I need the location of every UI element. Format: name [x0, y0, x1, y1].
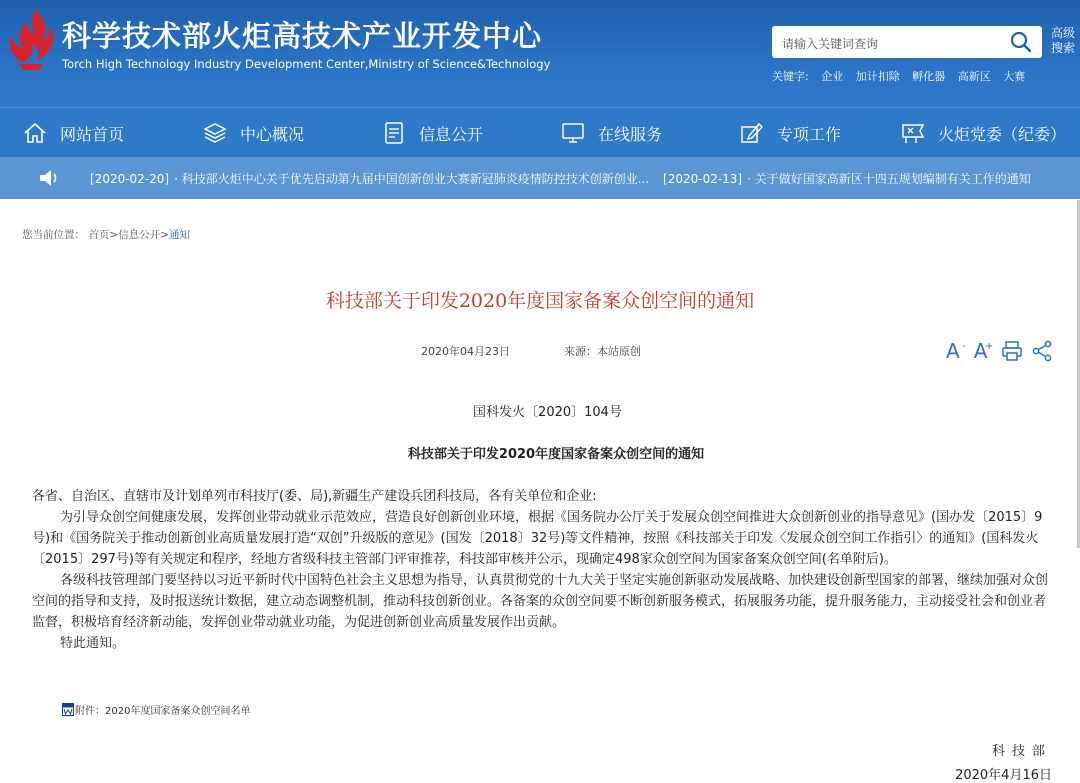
- signature-date: 2020年4月16日: [955, 768, 1052, 783]
- keywords-label: 关键字:: [772, 70, 809, 83]
- advanced-search-link[interactable]: 高级搜索: [1051, 26, 1076, 55]
- body-paragraph: 特此通知。: [60, 636, 126, 651]
- layers-icon: [202, 120, 228, 146]
- print-icon[interactable]: [1001, 340, 1023, 362]
- document-heading: 科技部关于印发2020年度国家备案众创空间的通知: [407, 447, 705, 462]
- nav-item-home[interactable]: [22, 108, 124, 158]
- search-input[interactable]: [772, 26, 1042, 58]
- main-nav: [0, 107, 1080, 157]
- nav-item-label: 中心概况: [240, 124, 305, 144]
- breadcrumb: 您当前位置： 首页>信息公开>通知: [22, 229, 190, 241]
- news-ticker: [0, 157, 1080, 199]
- article-source: 来源：本站原创: [564, 345, 641, 358]
- body-paragraph: 各级科技管理部门要坚持以习近平新时代中国特色社会主义思想为指导，认真贯彻党的十九大关于坚定实施创新驱动发展战略、加快建设创新型国家的部署，继续加强对众创空间的指导和支持，及时报送统计数据，建立动态调整机制，推动科技创新创业。各备案的众创空间要不断创新服务模式，拓展服务功能，提升服务能力，主动接受社会和创业者监督，积极培育经济新动能，发挥创业带动就业功能，为促进创新创业高质量发展作出贡献。: [32, 573, 1049, 630]
- ticker-item[interactable]: [2020-02-20] · 科技部火炬中心关于优先启动第九届中国创新创业大赛新冠肺炎疫情防控技术创新创业...: [90, 172, 650, 186]
- nav-item-label: 在线服务: [598, 124, 663, 144]
- breadcrumb-home[interactable]: 首页: [88, 229, 110, 241]
- monitor-icon: [560, 120, 586, 146]
- attachment-label[interactable]: 附件：2020年度国家备案众创空间名单: [75, 706, 251, 717]
- site-title[interactable]: 科学技术部火炬高技术产业开发中心: [62, 19, 543, 53]
- nav-item-label: 信息公开: [419, 124, 484, 144]
- salutation: 各省、自治区、直辖市及计划单列市科技厅(委、局),新疆生产建设兵团科技局，各有关单位和企业:: [32, 489, 597, 504]
- keyword-link[interactable]: 高新区: [957, 70, 991, 83]
- document-icon: [381, 120, 407, 146]
- breadcrumb-current[interactable]: 通知: [168, 229, 190, 241]
- breadcrumb-info[interactable]: 信息公开: [118, 229, 161, 241]
- edit-icon: [739, 120, 765, 146]
- keyword-link[interactable]: 加计扣除: [855, 70, 900, 83]
- nav-item-info[interactable]: [381, 108, 483, 158]
- nav-item-label: 火炬党委（纪委）: [938, 124, 1067, 144]
- word-document-icon: [62, 703, 74, 716]
- article-date: 2020年04月23日: [421, 345, 510, 358]
- share-icon[interactable]: [1031, 340, 1053, 362]
- site-subtitle: Torch High Technology Industry Development Center,Ministry of Science&Technology: [62, 57, 551, 71]
- attachment-link[interactable]: [62, 702, 250, 717]
- site-header: [0, 0, 1080, 107]
- font-increase-button[interactable]: A +: [973, 339, 994, 363]
- home-icon: [22, 120, 48, 146]
- nav-item-about[interactable]: [202, 108, 304, 158]
- document-number: 国科发火〔2020〕104号: [473, 405, 622, 420]
- article-body: [32, 486, 1057, 654]
- signature-org: 科技部: [991, 744, 1052, 759]
- nav-item-party-committee[interactable]: [900, 108, 1066, 158]
- torch-logo-icon[interactable]: [5, 8, 55, 70]
- keyword-link[interactable]: 大赛: [1003, 70, 1026, 83]
- article-title: 科技部关于印发2020年度国家备案众创空间的通知: [325, 290, 755, 312]
- font-decrease-button[interactable]: A -: [946, 339, 966, 363]
- ticker-text: [90, 170, 1041, 187]
- nav-item-special-work[interactable]: [739, 108, 841, 158]
- nav-item-services[interactable]: [560, 108, 662, 158]
- keyword-link[interactable]: 企业: [821, 70, 844, 83]
- keywords-bar: [772, 68, 1034, 84]
- keyword-link[interactable]: 孵化器: [912, 70, 946, 83]
- breadcrumb-label: 您当前位置：: [22, 229, 85, 241]
- flag-icon: [900, 120, 926, 146]
- nav-item-label: 网站首页: [60, 124, 125, 144]
- body-paragraph: 为引导众创空间健康发展，发挥创业带动就业示范效应，营造良好创新创业环境，根据《国务院办公厅关于发展众创空间推进大众创新创业的指导意见》(国办发〔2015〕9号)和《国务院关于推动创新创业高质量发展打造“双创”升级版的意见》(国发〔2018〕32号)等文件精神，按照《科技部关于印发〈发展众创空间工作指引〉的通知》(国科发火〔2015〕297号)等有关规定和程序，经地方省级科技主管部门评审推荐，科技部审核并公示，现确定498家众创空间为国家备案众创空间(名单附后)。: [32, 510, 1043, 567]
- search-placeholder: 请输入关键词查询: [782, 37, 879, 51]
- article-tools: [946, 340, 1053, 362]
- nav-item-label: 专项工作: [777, 124, 842, 144]
- speaker-icon: [38, 168, 60, 188]
- search-icon[interactable]: [1010, 31, 1032, 53]
- ticker-item[interactable]: [2020-02-13] · 关于做好国家高新区十四五规划编制有关工作的通知: [663, 172, 1031, 186]
